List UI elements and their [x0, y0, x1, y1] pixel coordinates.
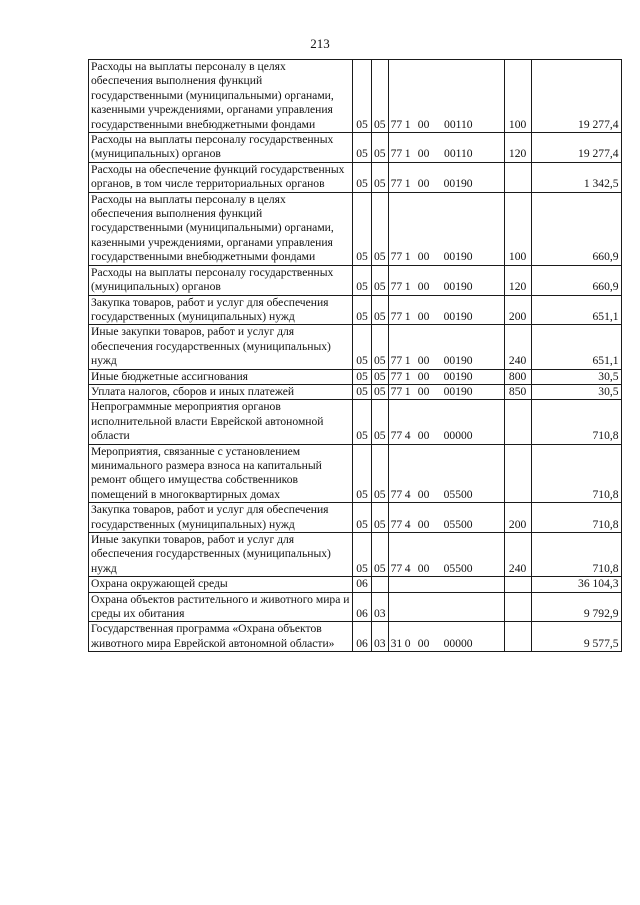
- section-code-cell: 05: [353, 400, 372, 444]
- expense-type-cell: 800: [504, 369, 531, 384]
- row-name-cell: Государственная программа «Охрана объектов животного мира Еврейской автономной области»: [89, 622, 353, 652]
- table-row: [89, 577, 622, 592]
- target-article-cell: [388, 622, 504, 652]
- group-code: 00: [417, 309, 430, 323]
- target-article-cell: [388, 503, 504, 533]
- group-code: 00: [417, 280, 430, 294]
- amount-cell: 710,8: [531, 533, 621, 577]
- table-row: [89, 622, 622, 652]
- subsection-code-cell: 05: [372, 503, 389, 533]
- group-code: 00: [417, 147, 430, 161]
- direction-code: 00110: [444, 147, 473, 161]
- table-row: [89, 533, 622, 577]
- subprogram-code: 1: [404, 369, 411, 383]
- subprogram-code: 1: [404, 309, 411, 323]
- subsection-code-cell: 05: [372, 384, 389, 399]
- row-name-cell: Мероприятия, связанные с установлением минимального размера взноса на капитальный ремонт общего имущества собственников помещений в многоквартирных домах: [89, 444, 353, 503]
- direction-code: 00190: [443, 309, 473, 323]
- section-code-cell: 05: [353, 295, 372, 325]
- row-name-cell: Закупка товаров, работ и услуг для обеспечения государственных (муниципальных) нужд: [89, 295, 353, 325]
- target-article-cell: [388, 295, 504, 325]
- amount-cell: 710,8: [531, 503, 621, 533]
- subsection-code-cell: 05: [372, 400, 389, 444]
- direction-code: 00000: [443, 636, 473, 650]
- row-name-cell: Непрограммные мероприятия органов исполнительной власти Еврейской автономной области: [89, 400, 353, 444]
- subprogram-code: 4: [404, 561, 411, 575]
- expense-type-cell: 100: [504, 60, 531, 133]
- subprogram-code: 1: [404, 280, 411, 294]
- target-article-cell: [388, 400, 504, 444]
- direction-code: 05500: [443, 487, 473, 501]
- direction-code: 00190: [443, 384, 473, 398]
- target-article-cell: [388, 533, 504, 577]
- subsection-code-cell: 05: [372, 295, 389, 325]
- table-row: [89, 162, 622, 192]
- row-name-cell: Охрана объектов растительного и животного мира и среды их обитания: [89, 592, 353, 622]
- program-code: 77: [390, 369, 403, 383]
- section-code-cell: 05: [353, 444, 372, 503]
- amount-cell: 710,8: [531, 400, 621, 444]
- table-row: [89, 444, 622, 503]
- amount-cell: 1 342,5: [531, 162, 621, 192]
- table-row: [89, 503, 622, 533]
- expense-type-cell: 240: [504, 325, 531, 369]
- table-row: [89, 133, 622, 163]
- subprogram-code: 1: [404, 354, 411, 368]
- direction-code: 00190: [443, 177, 473, 191]
- direction-code: 05500: [443, 561, 473, 575]
- subsection-code-cell: [372, 577, 389, 592]
- expense-type-cell: 240: [504, 533, 531, 577]
- direction-code: 00190: [443, 354, 473, 368]
- expense-type-cell: 850: [504, 384, 531, 399]
- target-article-cell: [388, 133, 504, 163]
- amount-cell: 710,8: [531, 444, 621, 503]
- subsection-code-cell: 03: [372, 592, 389, 622]
- program-code: 77: [390, 429, 403, 443]
- direction-code: 00190: [443, 280, 473, 294]
- program-code: 77: [390, 177, 403, 191]
- program-code: 77: [390, 147, 403, 161]
- group-code: 00: [417, 117, 430, 131]
- table-row: [89, 384, 622, 399]
- target-article-cell: [388, 192, 504, 265]
- amount-cell: 651,1: [531, 295, 621, 325]
- table-row: [89, 60, 622, 133]
- program-code: 77: [390, 384, 403, 398]
- target-article-cell: [388, 577, 504, 592]
- amount-cell: 9 792,9: [531, 592, 621, 622]
- budget-table: [88, 59, 622, 652]
- amount-cell: 660,9: [531, 192, 621, 265]
- section-code-cell: 05: [353, 60, 372, 133]
- subsection-code-cell: 05: [372, 325, 389, 369]
- expense-type-cell: [504, 162, 531, 192]
- direction-code: 00190: [443, 250, 473, 264]
- subsection-code-cell: 05: [372, 265, 389, 295]
- expense-type-cell: [504, 444, 531, 503]
- subprogram-code: 1: [404, 117, 411, 131]
- amount-cell: 30,5: [531, 384, 621, 399]
- group-code: 00: [417, 487, 430, 501]
- amount-cell: 19 277,4: [531, 60, 621, 133]
- direction-code: 00190: [443, 369, 473, 383]
- subprogram-code: 1: [404, 147, 411, 161]
- amount-cell: 9 577,5: [531, 622, 621, 652]
- table-row: [89, 295, 622, 325]
- target-article-cell: [388, 162, 504, 192]
- row-name-cell: Закупка товаров, работ и услуг для обеспечения государственных (муниципальных) нужд: [89, 503, 353, 533]
- subprogram-code: 4: [404, 517, 411, 531]
- subprogram-code: 4: [404, 429, 411, 443]
- target-article-cell: [388, 369, 504, 384]
- subsection-code-cell: 05: [372, 444, 389, 503]
- target-article-cell: [388, 265, 504, 295]
- program-code: 77: [390, 250, 403, 264]
- section-code-cell: 06: [353, 622, 372, 652]
- subprogram-code: 1: [404, 177, 411, 191]
- group-code: 00: [417, 177, 430, 191]
- amount-cell: 36 104,3: [531, 577, 621, 592]
- amount-cell: 30,5: [531, 369, 621, 384]
- group-code: 00: [417, 517, 430, 531]
- program-code: 77: [390, 487, 403, 501]
- direction-code: 00000: [443, 429, 473, 443]
- section-code-cell: 06: [353, 592, 372, 622]
- target-article-cell: [388, 444, 504, 503]
- amount-cell: 19 277,4: [531, 133, 621, 163]
- row-name-cell: Охрана окружающей среды: [89, 577, 353, 592]
- group-code: 00: [417, 429, 430, 443]
- expense-type-cell: [504, 592, 531, 622]
- section-code-cell: 05: [353, 384, 372, 399]
- row-name-cell: Расходы на выплаты персоналу государственных (муниципальных) органов: [89, 265, 353, 295]
- section-code-cell: 05: [353, 265, 372, 295]
- row-name-cell: Иные бюджетные ассигнования: [89, 369, 353, 384]
- program-code: 77: [390, 117, 403, 131]
- subprogram-code: 0: [404, 636, 411, 650]
- budget-table-body: [89, 60, 622, 652]
- target-article-cell: [388, 384, 504, 399]
- amount-cell: 651,1: [531, 325, 621, 369]
- expense-type-cell: 120: [504, 133, 531, 163]
- expense-type-cell: [504, 400, 531, 444]
- row-name-cell: Расходы на обеспечение функций государственных органов, в том числе территориальных органов: [89, 162, 353, 192]
- page-number: 213: [310, 36, 330, 51]
- subsection-code-cell: 05: [372, 533, 389, 577]
- target-article-cell: [388, 592, 504, 622]
- row-name-cell: Расходы на выплаты персоналу государственных (муниципальных) органов: [89, 133, 353, 163]
- subsection-code-cell: 05: [372, 369, 389, 384]
- subsection-code-cell: 05: [372, 60, 389, 133]
- section-code-cell: 05: [353, 325, 372, 369]
- row-name-cell: Расходы на выплаты персоналу в целях обеспечения выполнения функций государственными (муниципальными) органами, казенными учреждениями, органами управления государственными внебюджетными фондами: [89, 192, 353, 265]
- program-code: 77: [390, 517, 403, 531]
- group-code: 00: [417, 636, 430, 650]
- target-article-cell: [388, 60, 504, 133]
- table-row: [89, 192, 622, 265]
- table-row: [89, 400, 622, 444]
- expense-type-cell: 120: [504, 265, 531, 295]
- subsection-code-cell: 05: [372, 162, 389, 192]
- table-row: [89, 265, 622, 295]
- expense-type-cell: 200: [504, 503, 531, 533]
- direction-code: 00110: [444, 117, 473, 131]
- section-code-cell: 05: [353, 533, 372, 577]
- row-name-cell: Расходы на выплаты персоналу в целях обеспечения выполнения функций государственными (муниципальными) органами, казенными учреждениями, органами управления государственными внебюджетными фондами: [89, 60, 353, 133]
- program-code: 31: [390, 636, 403, 650]
- expense-type-cell: [504, 577, 531, 592]
- direction-code: 05500: [443, 517, 473, 531]
- group-code: 00: [417, 369, 430, 383]
- program-code: 77: [390, 561, 403, 575]
- program-code: 77: [390, 280, 403, 294]
- amount-cell: 660,9: [531, 265, 621, 295]
- subprogram-code: 1: [404, 384, 411, 398]
- program-code: 77: [390, 354, 403, 368]
- program-code: 77: [390, 309, 403, 323]
- table-row: [89, 592, 622, 622]
- section-code-cell: 05: [353, 369, 372, 384]
- section-code-cell: 05: [353, 133, 372, 163]
- section-code-cell: 05: [353, 192, 372, 265]
- expense-type-cell: 100: [504, 192, 531, 265]
- subprogram-code: 1: [404, 250, 411, 264]
- subprogram-code: 4: [404, 487, 411, 501]
- group-code: 00: [417, 250, 430, 264]
- table-row: [89, 325, 622, 369]
- subsection-code-cell: 05: [372, 133, 389, 163]
- table-row: [89, 369, 622, 384]
- expense-type-cell: [504, 622, 531, 652]
- target-article-cell: [388, 325, 504, 369]
- section-code-cell: 06: [353, 577, 372, 592]
- row-name-cell: Иные закупки товаров, работ и услуг для обеспечения государственных (муниципальных) нужд: [89, 325, 353, 369]
- section-code-cell: 05: [353, 503, 372, 533]
- subsection-code-cell: 05: [372, 192, 389, 265]
- row-name-cell: Иные закупки товаров, работ и услуг для обеспечения государственных (муниципальных) нужд: [89, 533, 353, 577]
- group-code: 00: [417, 561, 430, 575]
- row-name-cell: Уплата налогов, сборов и иных платежей: [89, 384, 353, 399]
- group-code: 00: [417, 384, 430, 398]
- expense-type-cell: 200: [504, 295, 531, 325]
- group-code: 00: [417, 354, 430, 368]
- section-code-cell: 05: [353, 162, 372, 192]
- subsection-code-cell: 03: [372, 622, 389, 652]
